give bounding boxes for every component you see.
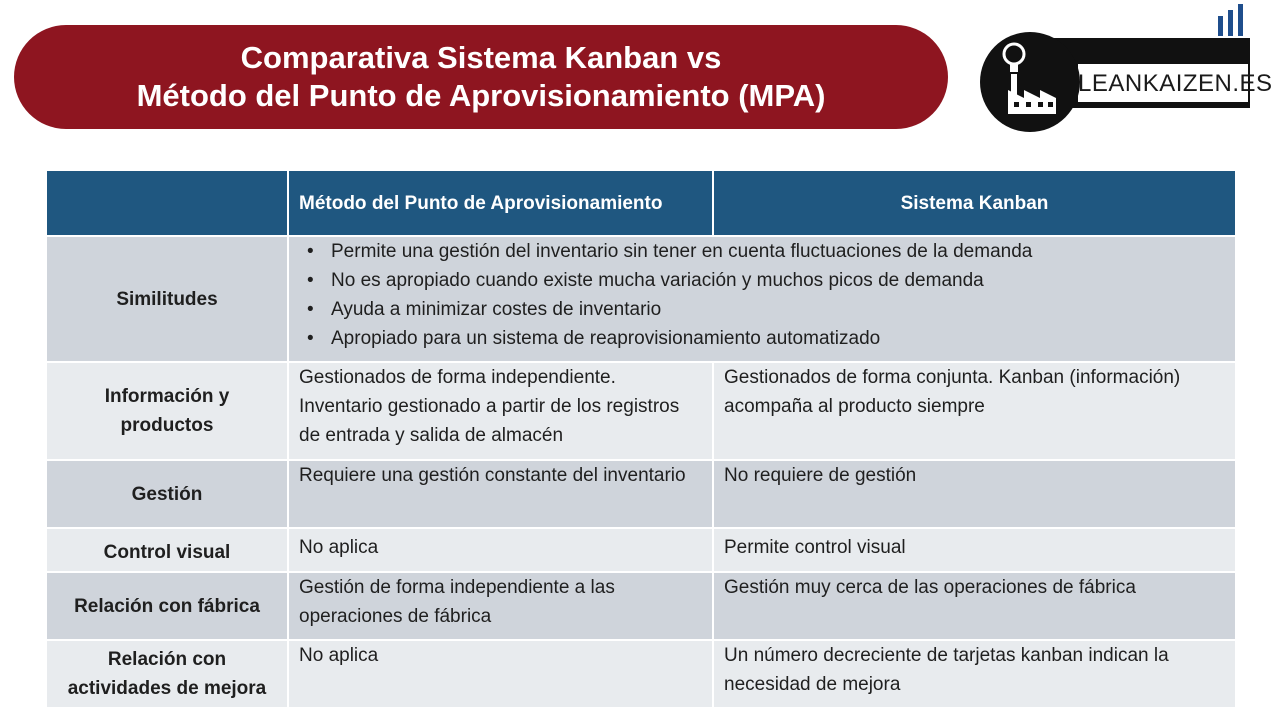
mpa-cell: No aplica (288, 640, 713, 708)
table-row-similitudes (46, 236, 1236, 362)
header-kanban: Sistema Kanban (713, 170, 1236, 236)
table-row (46, 362, 1236, 460)
row-label: Control visual (46, 528, 288, 572)
list-item: • No es apropiado cuando existe mucha variación y muchos picos de demanda (331, 266, 1225, 295)
table-row (46, 640, 1236, 708)
table-row (46, 572, 1236, 640)
kanban-cell: Un número decreciente de tarjetas kanban indican la necesidad de mejora (713, 640, 1236, 708)
table-row (46, 460, 1236, 528)
row-label: Relación con fábrica (46, 572, 288, 640)
list-item: • Permite una gestión del inventario sin tener en cuenta fluctuaciones de la demanda (331, 237, 1225, 266)
mpa-cell: Gestionados de forma independiente. Inventario gestionado a partir de los registros de entrada y salida de almacén (288, 362, 713, 460)
mpa-cell: No aplica (288, 528, 713, 572)
comparison-table (45, 169, 1237, 709)
row-label: Gestión (46, 460, 288, 528)
similitudes-cell (288, 236, 1236, 362)
row-label: Relación con actividades de mejora (46, 640, 288, 708)
kanban-cell: Gestión muy cerca de las operaciones de fábrica (713, 572, 1236, 640)
title-line-1: Comparativa Sistema Kanban vs (240, 40, 722, 75)
row-label: Información y productos (46, 362, 288, 460)
kanban-cell: Permite control visual (713, 528, 1236, 572)
logo-text: LEANKAIZEN.ES (1078, 70, 1273, 97)
header-corner-cell (46, 170, 288, 236)
title-banner (14, 25, 948, 129)
table-header-row (46, 170, 1236, 236)
kanban-cell: Gestionados de forma conjunta. Kanban (información) acompaña al producto siempre (713, 362, 1236, 460)
similitudes-list (299, 237, 1225, 353)
table-row (46, 528, 1236, 572)
logo (978, 2, 1273, 136)
title-line-2: Método del Punto de Aprovisionamiento (MPA) (136, 78, 826, 113)
header-mpa: Método del Punto de Aprovisionamiento (288, 170, 713, 236)
kanban-cell: No requiere de gestión (713, 460, 1236, 528)
mpa-cell: Requiere una gestión constante del inventario (288, 460, 713, 528)
list-item: • Ayuda a minimizar costes de inventario (331, 295, 1225, 324)
row-label: Similitudes (46, 236, 288, 362)
mpa-cell: Gestión de forma independiente a las operaciones de fábrica (288, 572, 713, 640)
factory-lightbulb-icon (978, 2, 1256, 136)
list-item: • Apropiado para un sistema de reaprovisionamiento automatizado (331, 324, 1225, 353)
